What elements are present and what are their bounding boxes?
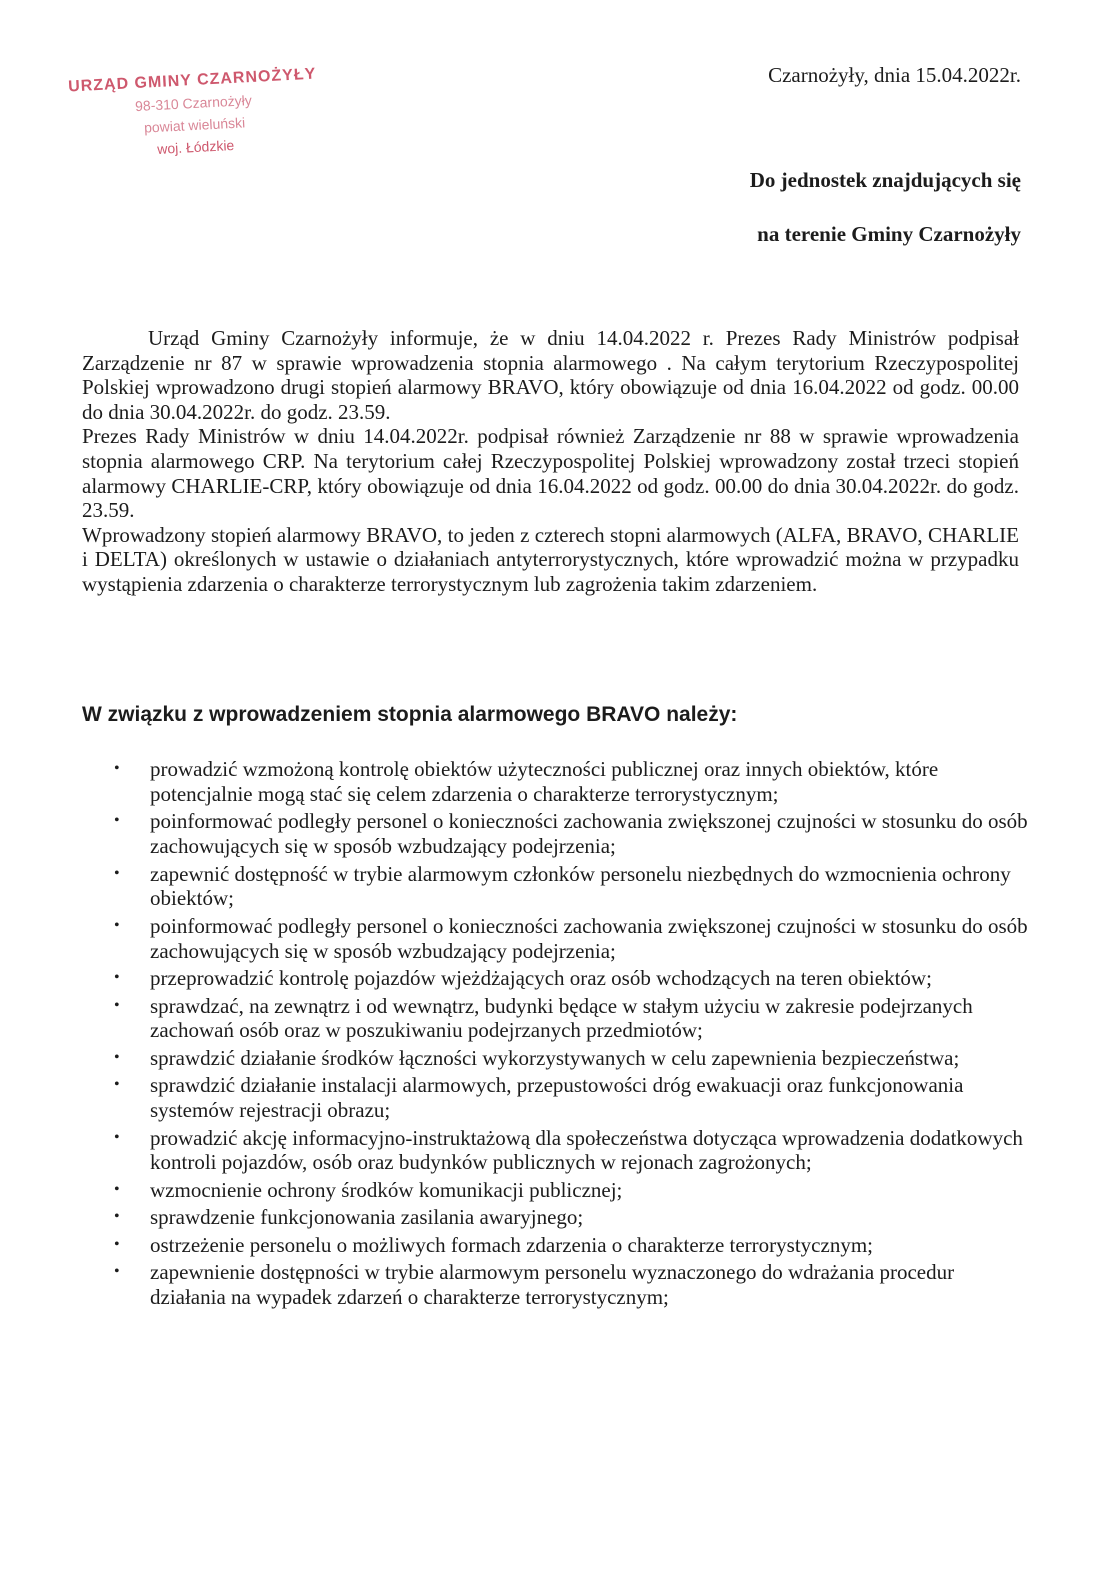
bullet-icon: • bbox=[114, 1208, 120, 1226]
list-item-text: ostrzeżenie personelu o możliwych formach zdarzenia o charakterze terrorystycznym; bbox=[150, 1232, 873, 1257]
list-item bbox=[108, 994, 1028, 1044]
list-item bbox=[108, 757, 1028, 807]
list-item-text: prowadzić wzmożoną kontrolę obiektów użyteczności publicznej oraz innych obiektów, które potencjalnie mogą stać się celem zdarzenia o charakterze terrorystycznym; bbox=[150, 757, 939, 806]
bullet-icon: • bbox=[114, 969, 120, 987]
office-stamp bbox=[42, 62, 346, 166]
bullet-icon: • bbox=[114, 996, 120, 1014]
stamp-postal-address: 98-310 Czarnożyły bbox=[134, 91, 253, 115]
list-item-text: przeprowadzić kontrolę pojazdów wjeżdżających oraz osób wchodzących na teren obiektów; bbox=[150, 966, 932, 991]
addressee-line-2: na terenie Gminy Czarnożyły bbox=[757, 222, 1021, 246]
action-list bbox=[108, 757, 1028, 1313]
list-item-text: poinformować podległy personel o konieczności zachowania zwiększonej czujności w stosunku do osób zachowujących się w sposób wzbudzający podejrzenia; bbox=[150, 913, 1028, 963]
bullet-icon: • bbox=[114, 864, 120, 882]
list-item bbox=[108, 1233, 1028, 1258]
list-item-text: sprawdzać, na zewnątrz i od wewnątrz, budynki będące w stałym użyciu w zakresie podejrzanych zachowań osób oraz w poszukiwaniu podejrzanych przedmiotów; bbox=[150, 993, 973, 1043]
list-item-text: sprawdzić działanie instalacji alarmowych, przepustowości dróg ewakuacji oraz funkcjonowania systemów rejestracji obrazu; bbox=[150, 1073, 964, 1123]
list-item bbox=[108, 862, 1028, 912]
list-item bbox=[108, 966, 1028, 991]
list-item-text: wzmocnienie ochrony środków komunikacji publicznej; bbox=[150, 1177, 623, 1202]
list-item bbox=[108, 1205, 1028, 1230]
list-item bbox=[108, 914, 1028, 964]
list-item bbox=[108, 1046, 1028, 1071]
list-item-text: zapewnić dostępność w trybie alarmowym członków personelu niezbędnych do wzmocnienia ochrony obiektów; bbox=[150, 861, 1011, 911]
body-paragraph-2: Prezes Rady Ministrów w dniu 14.04.2022r. podpisał również Zarządzenie nr 88 w sprawie wprowadzenia stopnia alarmowego CRP. Na terytorium całej Rzeczypospolitej Polskiej wprowadzony został trzeci stopień alarmowy CHARLIE-CRP, który obowiązuje od dnia 16.04.2022 od godz. 00.00 do dnia 30.04.2022r. do godz. 23.59. bbox=[82, 424, 1019, 523]
bullet-icon: • bbox=[114, 1235, 120, 1253]
section-heading: W związku z wprowadzeniem stopnia alarmowego BRAVO należy: bbox=[82, 703, 738, 726]
list-item bbox=[108, 1178, 1028, 1203]
bullet-icon: • bbox=[114, 1128, 120, 1146]
document-date: Czarnożyły, dnia 15.04.2022r. bbox=[768, 63, 1021, 87]
list-item-text: prowadzić akcję informacyjno-instruktażową dla społeczeństwa dotycząca wprowadzenia dodatkowych kontroli pojazdów, osób oraz budynków publicznych w rejonach zagrożonych; bbox=[150, 1125, 1023, 1175]
body-paragraph-3: Wprowadzony stopień alarmowy BRAVO, to jeden z czterech stopni alarmowych (ALFA, BRAVO, CHARLIE i DELTA) określonych w ustawie o działaniach antyterrorystycznych, które wprowadzić można w przypadku wystąpienia zdarzenia o charakterze terrorystycznym lub zagrożenia takim zdarzeniem. bbox=[82, 522, 1019, 596]
list-item bbox=[108, 1126, 1028, 1176]
list-item-text: zapewnienie dostępności w trybie alarmowym personelu wyznaczonego do wdrażania procedur działania na wypadek zdarzeń o charakterze terrorystycznym; bbox=[150, 1260, 955, 1310]
body-paragraph-1: Urząd Gminy Czarnożyły informuje, że w dniu 14.04.2022 r. Prezes Rady Ministrów podpisał Zarządzenie nr 87 w sprawie wprowadzenia stopnia alarmowego . Na całym terytorium Rzeczypospolitej Polskiej wprowadzono drugi stopień alarmowy BRAVO, który obowiązuje od dnia 16.04.2022 od godz. 00.00 do dnia 30.04.2022r. do godz. 23.59. bbox=[82, 326, 1019, 424]
stamp-voivodeship: woj. Łódzkie bbox=[156, 136, 235, 157]
bullet-icon: • bbox=[114, 1263, 120, 1281]
stamp-county: powiat wieluński bbox=[143, 114, 246, 136]
bullet-icon: • bbox=[114, 1180, 120, 1198]
list-item bbox=[108, 1260, 1028, 1310]
bullet-icon: • bbox=[114, 1048, 120, 1066]
list-item-text: sprawdzić działanie środków łączności wykorzystywanych w celu zapewnienia bezpieczeństwa; bbox=[150, 1045, 960, 1070]
addressee-line-1: Do jednostek znajdujących się bbox=[749, 168, 1021, 192]
stamp-office-name: URZĄD GMINY CZARNOŻYŁY bbox=[67, 65, 317, 96]
bullet-icon: • bbox=[114, 812, 120, 830]
list-item bbox=[108, 1073, 1028, 1123]
bullet-icon: • bbox=[114, 1076, 120, 1094]
document-body bbox=[82, 326, 1019, 597]
bullet-icon: • bbox=[114, 916, 120, 934]
list-item-text: sprawdzenie funkcjonowania zasilania awaryjnego; bbox=[150, 1205, 584, 1230]
list-item bbox=[108, 809, 1028, 859]
bullet-icon: • bbox=[114, 760, 120, 777]
list-item-text: poinformować podległy personel o konieczności zachowania zwiększonej czujności w stosunku do osób zachowujących się w sposób wzbudzający podejrzenia; bbox=[150, 809, 1028, 859]
